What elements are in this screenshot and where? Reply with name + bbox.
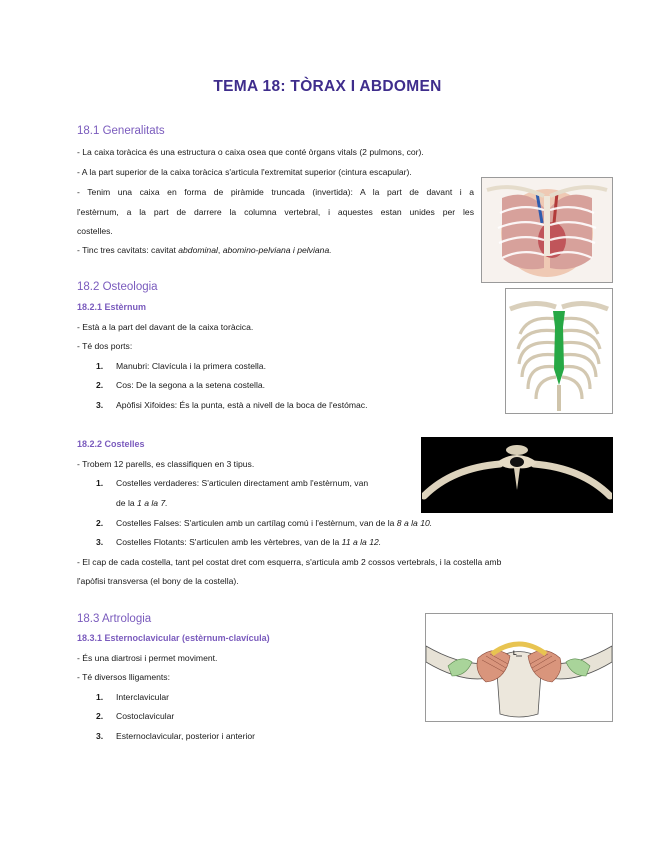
italic-term: abdominal [178, 245, 218, 255]
italic-term: 1 a la 7. [137, 498, 168, 508]
figure-vertebra-ribs [421, 437, 613, 513]
paragraph-line: l'apòfisi transversa (el bony de la costella). [77, 576, 239, 586]
list-item [0, 478, 420, 488]
list-text [116, 518, 432, 528]
list-number: 2. [96, 711, 104, 721]
paragraph-line: - Tenim una caixa en forma de piràmide truncada (invertida): A la part de davant i a [77, 187, 474, 197]
list-number: 2. [96, 518, 104, 528]
section-heading-osteologia: 18.2 Osteologia [77, 281, 158, 293]
text-run: Costelles Falses: S'articulen amb un cartílag comú i l'estèrnum, van de la [116, 518, 397, 528]
list-text: Costelles verdaderes: S'articulen directament amb l'estèrnum, van [116, 478, 369, 488]
section-heading-generalitats: 18.1 Generalitats [77, 125, 165, 137]
paragraph: - Trobem 12 parells, es classifiquen en 3 tipus. [77, 459, 255, 469]
text-run: de la [116, 498, 138, 508]
list-number: 1. [96, 692, 104, 702]
figure-sternoclavicular-joint [425, 613, 613, 722]
paragraph-line: - El cap de cada costella, tant pel costat dret com esquerra, s'articula amb 2 cossos vertebrals, i la costella amb [77, 557, 502, 567]
subsection-heading-esternoclavicular: 18.3.1 Esternoclavicular (estèrnum-clavícula) [77, 633, 270, 643]
list-item [0, 537, 600, 547]
list-item [0, 711, 400, 721]
paragraph: - A la part superior de la caixa toràcica s'articula l'extremitat superior (cintura escapular). [77, 167, 412, 177]
list-item [0, 731, 400, 741]
section-heading-artrologia: 18.3 Artrologia [77, 613, 152, 625]
figure-thorax-organs [481, 177, 613, 283]
list-number: 3. [96, 537, 104, 547]
list-text: Costoclavicular [116, 711, 175, 721]
list-number: 2. [96, 380, 104, 390]
subsection-heading-costelles: 18.2.2 Costelles [77, 439, 145, 449]
list-text: Cos: De la segona a la setena costella. [116, 380, 266, 390]
italic-term: abomino-pelviana i pelviana. [222, 245, 332, 255]
text-run: Costelles Flotants: S'articulen amb les vèrtebres, van de la [116, 537, 342, 547]
list-number: 1. [96, 361, 104, 371]
paragraph: - És una diartrosi i permet moviment. [77, 653, 218, 663]
subsection-heading-esternum: 18.2.1 Estèrnum [77, 302, 147, 312]
italic-term: 11 a la 12. [341, 537, 382, 547]
text-run: , [217, 245, 223, 255]
list-text: Esternoclavicular, posterior i anterior [116, 731, 255, 741]
list-number: 3. [96, 400, 104, 410]
paragraph: - Té diversos lligaments: [77, 672, 170, 682]
list-item-continuation [0, 498, 420, 508]
paragraph [77, 245, 332, 255]
text-run: - Tinc tres cavitats: cavitat [77, 245, 179, 255]
list-text [116, 537, 381, 547]
list-text: Apòfisi Xifoides: És la punta, està a nivell de la boca de l'estómac. [116, 400, 368, 410]
paragraph: - La caixa toràcica és una estructura o caixa osea que conté òrgans vitals (2 pulmons, cor). [77, 147, 424, 157]
list-text [116, 498, 168, 508]
italic-term: 8 a la 10. [396, 518, 433, 528]
list-text: Manubri: Clavícula i la primera costella. [116, 361, 266, 371]
figure-rib-cage-sternum [505, 288, 613, 414]
page-title: TEMA 18: TÒRAX I ABDOMEN [213, 78, 442, 95]
list-number: 1. [96, 478, 104, 488]
list-text: Interclavicular [116, 692, 170, 702]
paragraph-line: costelles. [77, 226, 113, 236]
figure-label-l: L [513, 651, 517, 657]
paragraph: - Té dos ports: [77, 341, 133, 351]
list-number: 3. [96, 731, 104, 741]
paragraph-line: l'estèrnum, a la part de darrere la columna vertebral, i aquestes estan unides per les [77, 207, 474, 217]
list-item [0, 692, 400, 702]
paragraph: - Està a la part del davant de la caixa toràcica. [77, 322, 254, 332]
list-item [0, 518, 600, 528]
